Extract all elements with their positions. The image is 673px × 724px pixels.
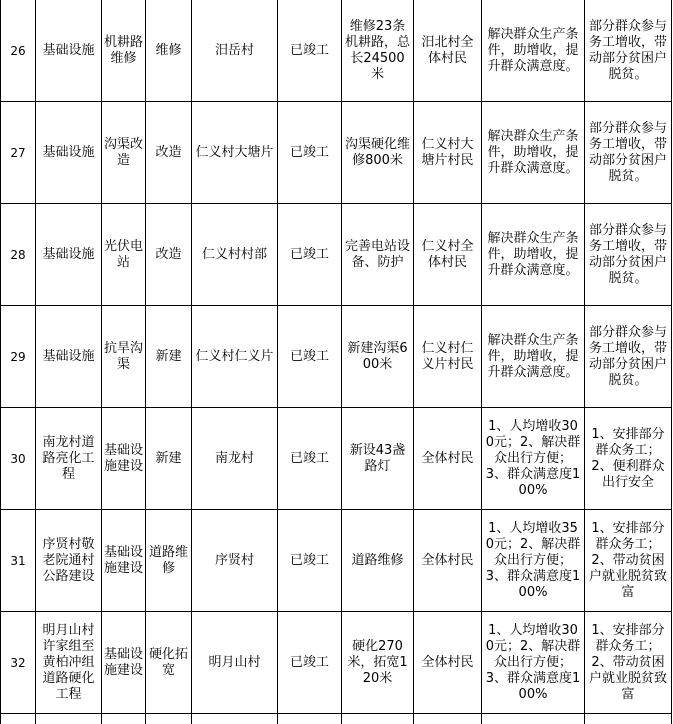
benefit-cell: 解决群众生产条件，助增收，提升群众满意度。 [482,204,585,306]
benefit-cell: 1、人均增收300元；2、解决群众出行方便；3、群众满意度100% [482,408,585,510]
beneficiaries-cell: 全体村民 [414,612,482,714]
table-row [1,0,672,102]
category-cell: 明月山村许家组至黄柏冲组道路硬化工程 [36,612,102,714]
beneficiaries-cell: 全体村民 [414,510,482,612]
beneficiaries-cell: 仁义村大塘片村民 [414,102,482,204]
scale-cell: 完善电站设备、防护 [342,204,414,306]
row-number: 26 [1,0,36,102]
location-cell: 南龙村 [192,408,278,510]
benefit-cell: 解决群众生产条件，助增收，提升群众满意度。 [482,102,585,204]
status-cell: 已竣工 [278,102,342,204]
mechanism-cell: 1、安排部分群众务工；2、带动贫困户就业脱贫致富 [585,612,672,714]
status-cell: 已竣工 [278,204,342,306]
table-row-partial [1,714,672,724]
beneficiaries-cell: 仁义村仁义片村民 [414,306,482,408]
mechanism-cell: 部分群众参与务工增收，带动部分贫困户脱贫。 [585,204,672,306]
beneficiaries-cell: 全体村民 [414,408,482,510]
beneficiaries-cell: 汨北村全体村民 [414,0,482,102]
location-cell: 汨岳村 [192,0,278,102]
scale-cell: 新建沟渠600米 [342,306,414,408]
location-cell: 仁义村大塘片 [192,102,278,204]
construction-type-cell: 维修 [146,0,192,102]
mechanism-cell: 部分群众参与务工增收，带动部分贫困户脱贫。 [585,306,672,408]
table-row [1,510,672,612]
mechanism-cell: 1、安排部分群众务工；2、便利群众出行安全 [585,408,672,510]
category-cell: 基础设施 [36,306,102,408]
construction-type-cell: 新建 [146,408,192,510]
table-row [1,102,672,204]
table-row [1,612,672,714]
project-name-cell: 基础设施建设 [102,408,146,510]
project-name-cell: 基础设施建设 [102,510,146,612]
mechanism-cell: 1、安排部分群众务工；2、带动贫困户就业脱贫致富 [585,510,672,612]
construction-type-cell: 硬化拓宽 [146,612,192,714]
mechanism-cell: 部分群众参与务工增收，带动部分贫困户脱贫。 [585,102,672,204]
category-cell: 基础设施 [36,0,102,102]
construction-type-cell: 改造 [146,102,192,204]
scale-cell: 新设43盏路灯 [342,408,414,510]
construction-type-cell: 新建 [146,306,192,408]
benefit-cell: 1、人均增收350元；2、解决群众出行方便；3、群众满意度100% [482,510,585,612]
status-cell: 已竣工 [278,408,342,510]
status-cell: 已竣工 [278,0,342,102]
benefit-cell: 1、人均增收300元；2、解决群众出行方便；3、群众满意度100% [482,612,585,714]
project-name-cell: 光伏电站 [102,204,146,306]
construction-type-cell: 改造 [146,204,192,306]
location-cell: 仁义村村部 [192,204,278,306]
row-number: 27 [1,102,36,204]
benefit-cell: 解决群众生产条件，助增收，提升群众满意度。 [482,0,585,102]
row-number: 29 [1,306,36,408]
status-cell: 已竣工 [278,306,342,408]
benefit-cell: 解决群众生产条件，助增收，提升群众满意度。 [482,306,585,408]
category-cell: 序贤村敬老院通村公路建设 [36,510,102,612]
project-name-cell: 抗旱沟渠 [102,306,146,408]
mechanism-cell: 部分群众参与务工增收，带动部分贫困户脱贫。 [585,0,672,102]
beneficiaries-cell: 仁义村全体村民 [414,204,482,306]
location-cell: 明月山村 [192,612,278,714]
status-cell: 已竣工 [278,510,342,612]
project-name-cell: 机耕路维修 [102,0,146,102]
table-row [1,408,672,510]
scale-cell: 道路维修 [342,510,414,612]
category-cell: 南龙村道路亮化工程 [36,408,102,510]
project-name-cell: 沟渠改造 [102,102,146,204]
status-cell: 已竣工 [278,612,342,714]
row-number: 28 [1,204,36,306]
scale-cell: 沟渠硬化维修800米 [342,102,414,204]
scale-cell: 硬化270米，拓宽120米 [342,612,414,714]
project-name-cell: 基础设施建设 [102,612,146,714]
category-cell: 基础设施 [36,204,102,306]
category-cell: 基础设施 [36,102,102,204]
location-cell: 仁义村仁义片 [192,306,278,408]
location-cell: 序贤村 [192,510,278,612]
row-number: 31 [1,510,36,612]
row-number: 30 [1,408,36,510]
table-row [1,204,672,306]
scale-cell: 维修23条机耕路，总长24500米 [342,0,414,102]
construction-type-cell: 道路维修 [146,510,192,612]
row-number: 32 [1,612,36,714]
table-row [1,306,672,408]
